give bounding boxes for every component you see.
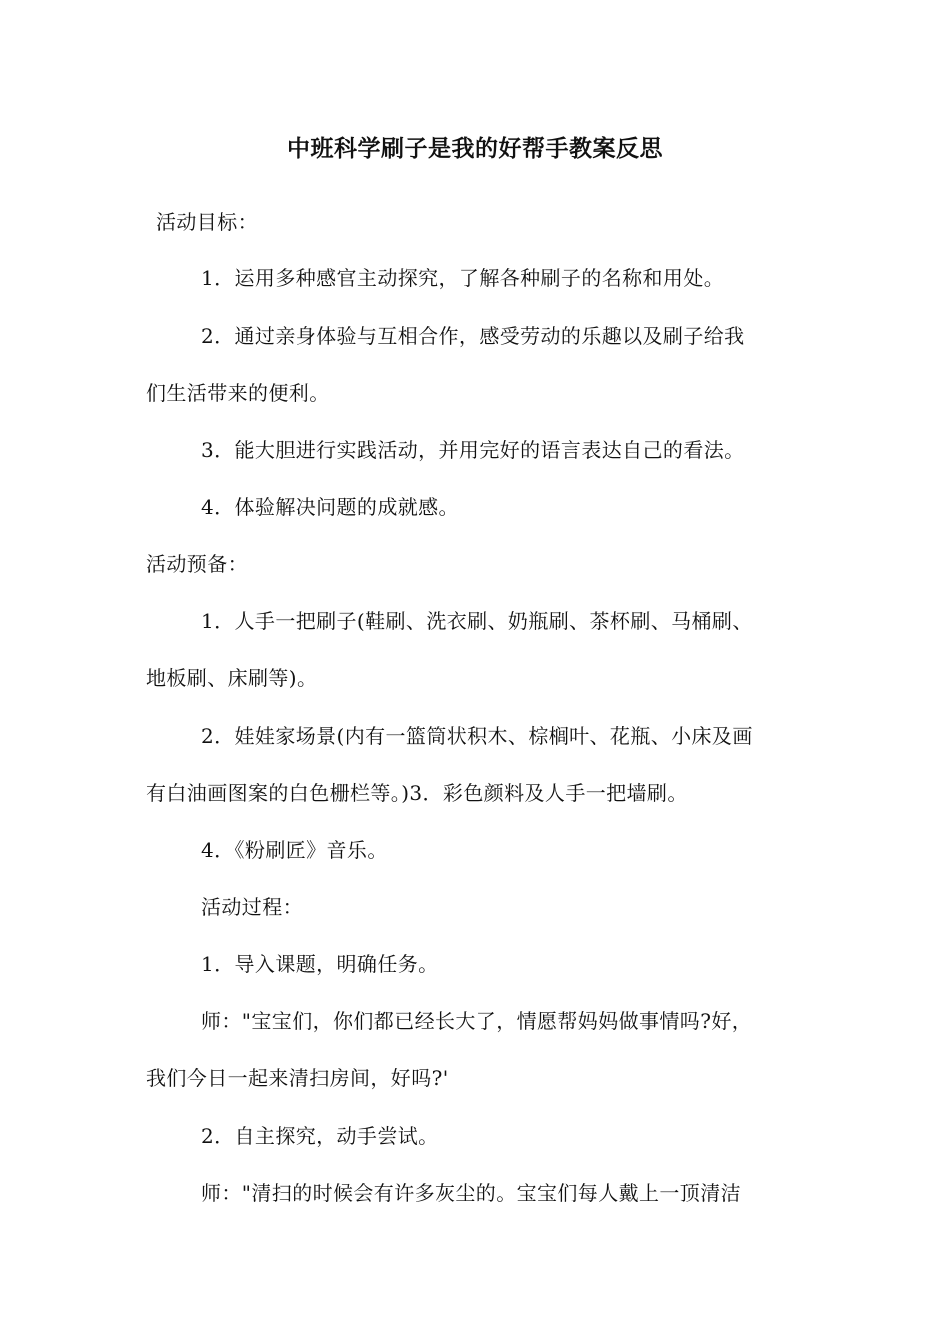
paragraph-line: 2．通过亲身体验与互相合作，感受劳动的乐趣以及刷子给我 [201,324,745,348]
paragraph-line: 我们今日一起来清扫房间，好吗?' [146,1066,449,1090]
paragraph-line: 1．人手一把刷子(鞋刷、洗衣刷、奶瓶刷、茶杯刷、马桶刷、 [201,609,753,633]
section-heading-goals: 活动目标： [156,210,258,234]
paragraph-line: 4．《粉刷匠》音乐。 [201,838,388,862]
paragraph-line: 有白油画图案的白色栅栏等。)3．彩色颜料及人手一把墙刷。 [146,781,688,805]
section-heading-process: 活动过程： [201,895,303,919]
paragraph-line: 地板刷、床刷等)。 [146,666,318,690]
paragraph-line: 3．能大胆进行实践活动，并用完好的语言表达自己的看法。 [201,438,745,462]
section-heading-preparation: 活动预备： [146,552,248,576]
paragraph-line: 2．自主探究，动手尝试。 [201,1124,439,1148]
paragraph-line: 师："清扫的时候会有许多灰尘的。宝宝们每人戴上一顶清洁 [201,1181,741,1205]
paragraph-line: 1．导入课题，明确任务。 [201,952,439,976]
paragraph-line: 师："宝宝们，你们都已经长大了，情愿帮妈妈做事情吗?好， [201,1009,753,1033]
document-title: 中班科学刷子是我的好帮手教案反思 [287,135,663,162]
paragraph-line: 4．体验解决问题的成就感。 [201,495,459,519]
paragraph-line: 1．运用多种感官主动探究，了解各种刷子的名称和用处。 [201,266,725,290]
paragraph-line: 2．娃娃家场景(内有一篮筒状积木、棕榈叶、花瓶、小床及画 [201,724,753,748]
paragraph-line: 们生活带来的便利。 [146,381,330,405]
